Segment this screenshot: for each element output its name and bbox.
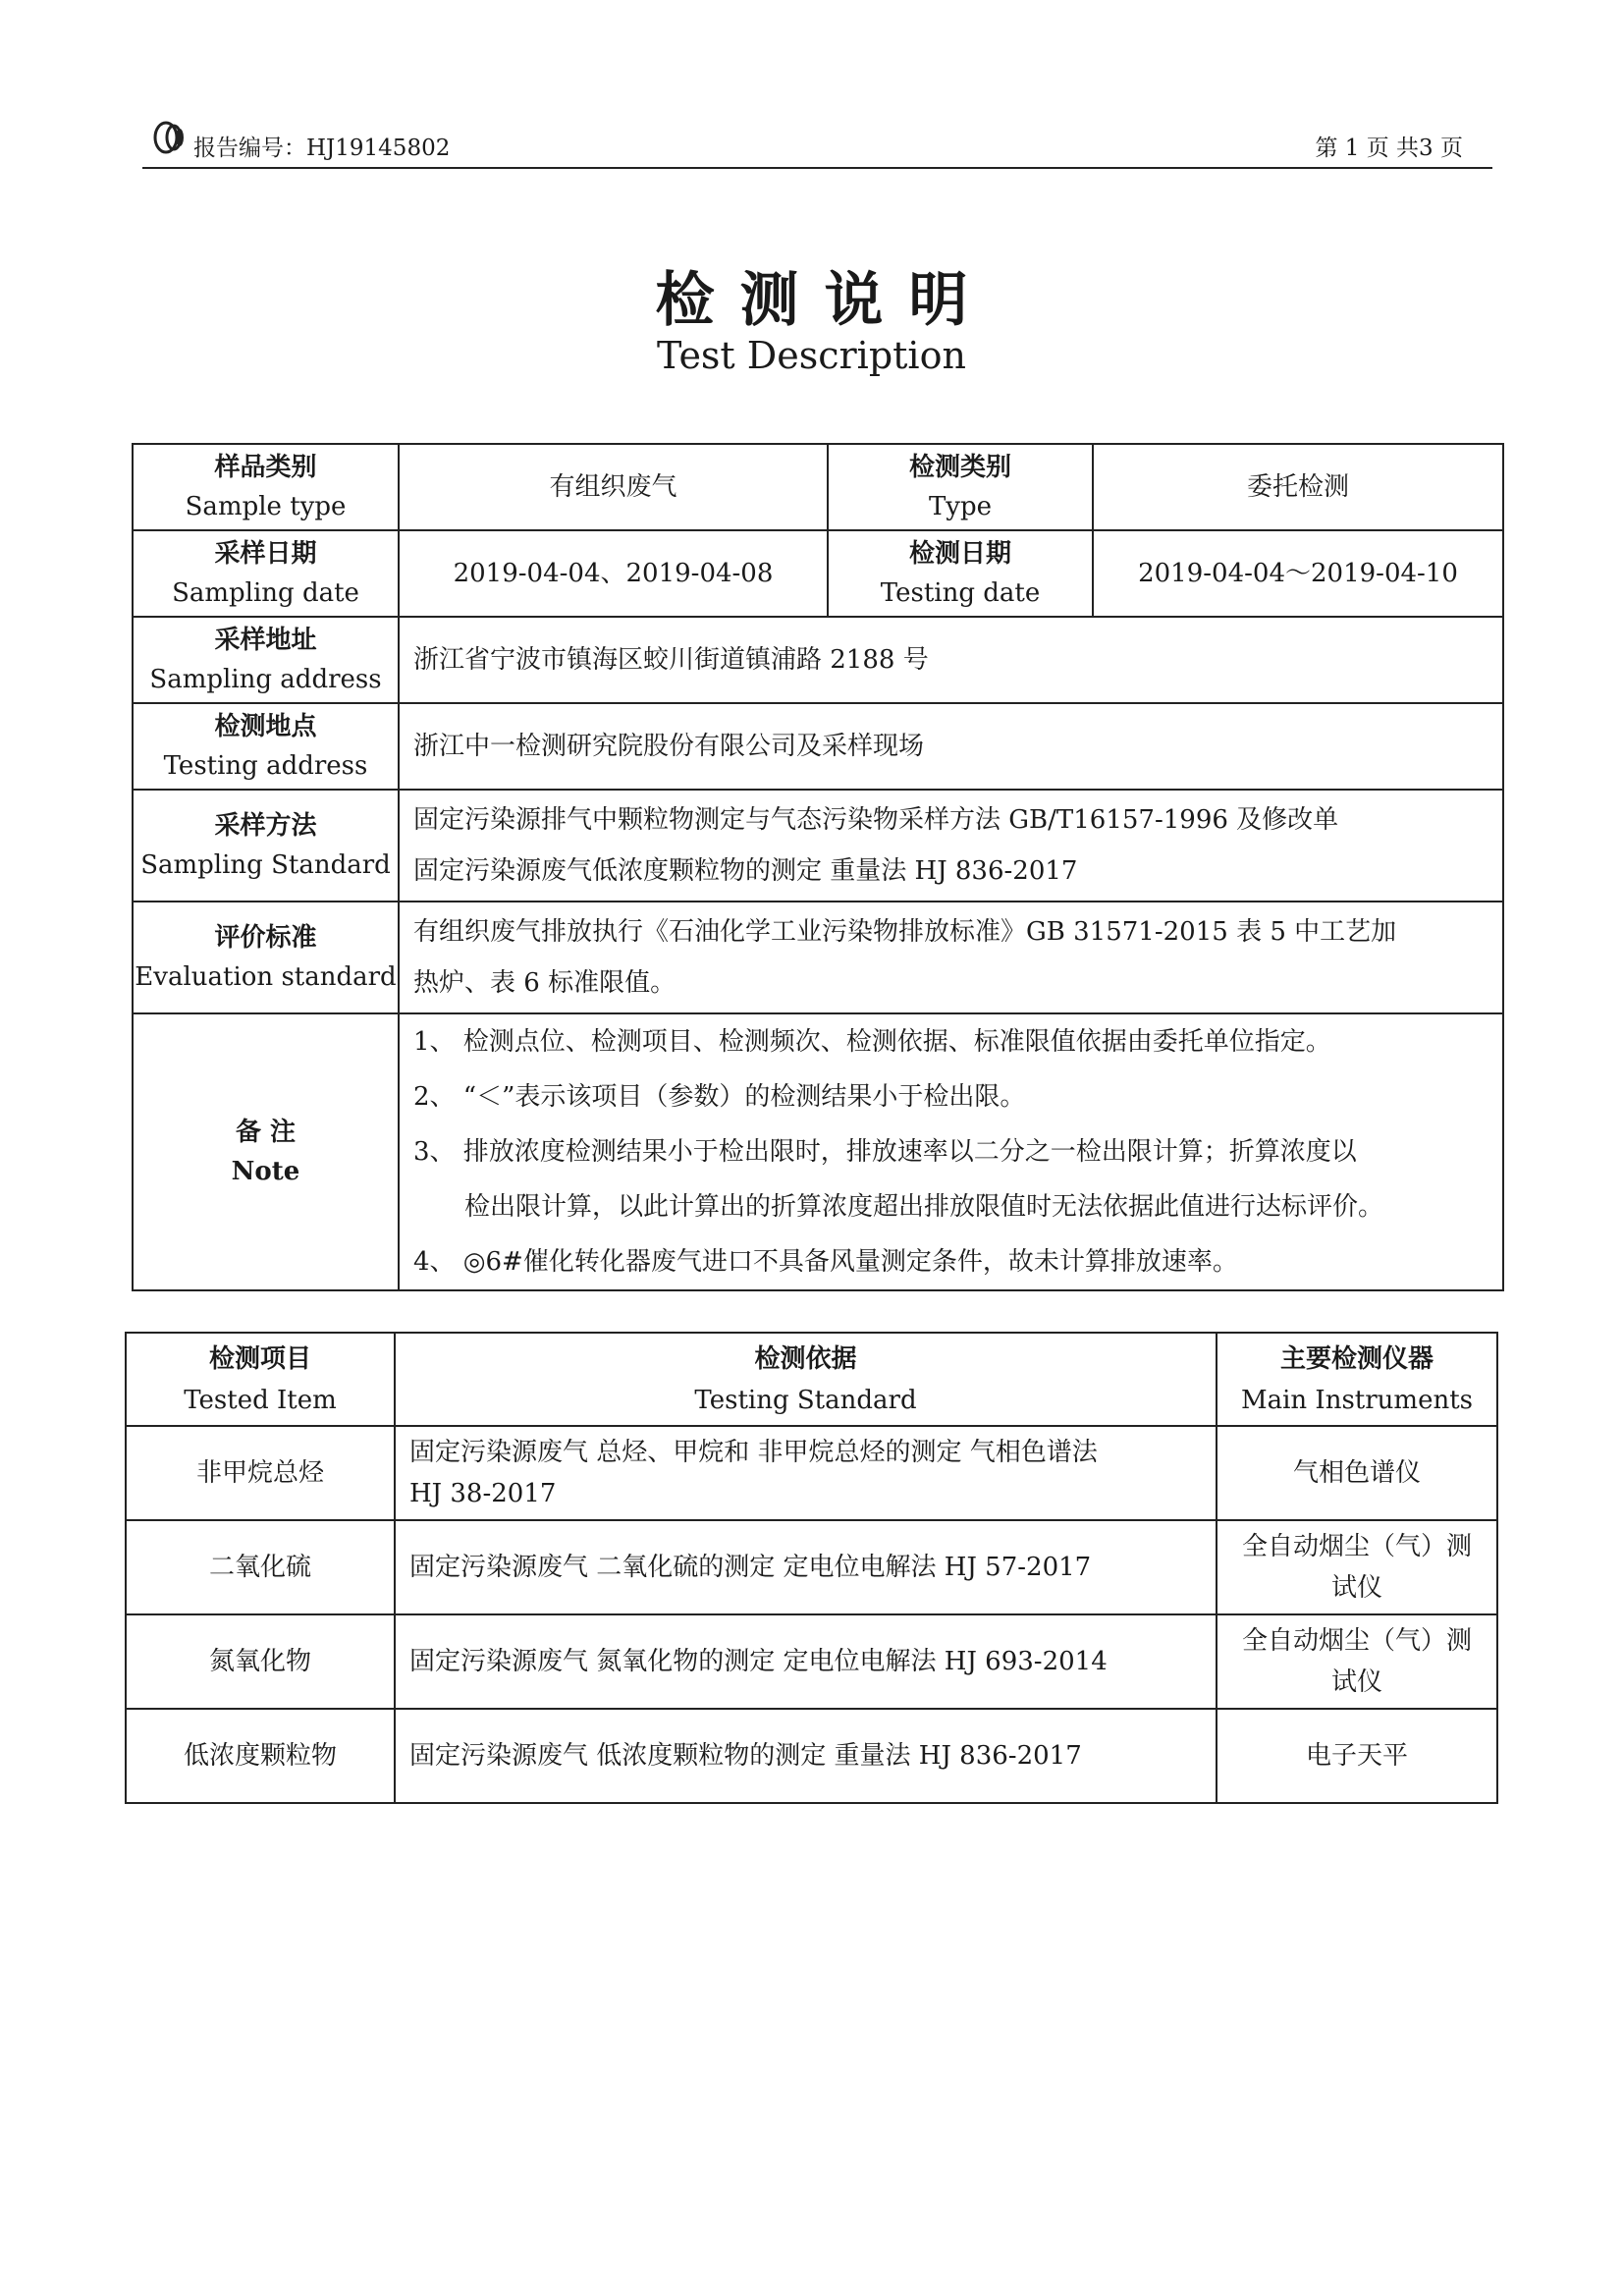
testing-address-value: 浙江中一检测研究院股份有限公司及采样现场 (399, 703, 1503, 790)
instrument-cell: 全自动烟尘（气）测 试仪 (1217, 1520, 1497, 1614)
testing-date-value: 2019-04-04～2019-04-10 (1093, 530, 1503, 617)
sampling-standard-label: 采样方法 Sampling Standard (133, 790, 399, 902)
table-row (126, 1709, 1497, 1803)
sampling-address-label: 采样地址 Sampling address (133, 617, 399, 703)
page-title: 检测说明 (655, 266, 994, 335)
testing-standard-cell: 固定污染源废气 二氧化硫的测定 定电位电解法 HJ 57-2017 (395, 1520, 1217, 1614)
sampling-date-label: 采样日期 Sampling date (133, 530, 399, 617)
tested-item-cell: 二氧化硫 (126, 1520, 395, 1614)
sampling-address-value: 浙江省宁波市镇海区蛟川街道镇浦路 2188 号 (399, 617, 1503, 703)
table-row (133, 444, 1503, 530)
company-logo-icon (152, 120, 191, 155)
tested-item-cell: 非甲烷总烃 (126, 1426, 395, 1520)
sample-type-value: 有组织废气 (399, 444, 828, 530)
sampling-standard-line: 固定污染源排气中颗粒物测定与气态污染物采样方法 GB/T16157-1996 及修改单 (413, 805, 1339, 835)
instrument-cell: 全自动烟尘（气）测 试仪 (1217, 1614, 1497, 1709)
note-line: 2、 “＜”表示该项目（参数）的检测结果小于检出限。 (413, 1082, 1026, 1112)
note-line: 检出限计算，以此计算出的折算浓度超出排放限值时无法依据此值进行达标评价。 (464, 1192, 1384, 1222)
page-number: 第 1 页 共3 页 (1315, 136, 1463, 161)
instrument-cell: 电子天平 (1217, 1709, 1497, 1803)
note-line: 3、 排放浓度检测结果小于检出限时，排放速率以二分之一检出限计算；折算浓度以 (413, 1137, 1357, 1167)
note-line: 1、 检测点位、检测项目、检测频次、检测依据、标准限值依据由委托单位指定。 (413, 1027, 1331, 1057)
test-info-table (132, 443, 1504, 1291)
table-row (126, 1520, 1497, 1614)
note-label: 备 注 Note (133, 1013, 399, 1290)
header-main-instruments: 主要检测仪器 Main Instruments (1217, 1333, 1497, 1426)
sampling-standard-value (399, 790, 1503, 902)
header-testing-standard: 检测依据 Testing Standard (395, 1333, 1217, 1426)
evaluation-standard-label: 评价标准 Evaluation standard (133, 902, 399, 1013)
page-header (142, 118, 1492, 169)
type-value: 委托检测 (1093, 444, 1503, 530)
page-subtitle: Test Description (657, 334, 966, 377)
table-row (126, 1614, 1497, 1709)
testing-standard-cell: 固定污染源废气 低浓度颗粒物的测定 重量法 HJ 836-2017 (395, 1709, 1217, 1803)
tested-item-cell: 氮氧化物 (126, 1614, 395, 1709)
table-row (133, 617, 1503, 703)
tested-item-cell: 低浓度颗粒物 (126, 1709, 395, 1803)
header-tested-item: 检测项目 Tested Item (126, 1333, 395, 1426)
testing-standard-cell: 固定污染源废气 总烃、甲烷和 非甲烷总烃的测定 气相色谱法 HJ 38-2017 (395, 1426, 1217, 1520)
report-number: 报告编号：HJ19145802 (193, 136, 451, 161)
evaluation-standard-line: 热炉、表 6 标准限值。 (413, 968, 676, 998)
table-row (126, 1426, 1497, 1520)
testing-address-label: 检测地点 Testing address (133, 703, 399, 790)
table-row (133, 790, 1503, 902)
sampling-date-value: 2019-04-04、2019-04-08 (399, 530, 828, 617)
evaluation-standard-value (399, 902, 1503, 1013)
testing-date-label: 检测日期 Testing date (828, 530, 1093, 617)
table-header-row (126, 1333, 1497, 1426)
instrument-cell: 气相色谱仪 (1217, 1426, 1497, 1520)
table-row (133, 703, 1503, 790)
sample-type-label: 样品类别 Sample type (133, 444, 399, 530)
note-line: 4、 ◎6#催化转化器废气进口不具备风量测定条件，故未计算排放速率。 (413, 1247, 1238, 1277)
note-value (399, 1013, 1503, 1290)
evaluation-standard-line: 有组织废气排放执行《石油化学工业污染物排放标准》GB 31571-2015 表 5 中工艺加 (413, 917, 1397, 947)
table-row (133, 1013, 1503, 1290)
table-row (133, 902, 1503, 1013)
testing-standard-cell: 固定污染源废气 氮氧化物的测定 定电位电解法 HJ 693-2014 (395, 1614, 1217, 1709)
sampling-standard-line: 固定污染源废气低浓度颗粒物的测定 重量法 HJ 836-2017 (413, 856, 1078, 886)
table-row (133, 530, 1503, 617)
testing-methods-table (125, 1332, 1498, 1804)
type-label: 检测类别 Type (828, 444, 1093, 530)
